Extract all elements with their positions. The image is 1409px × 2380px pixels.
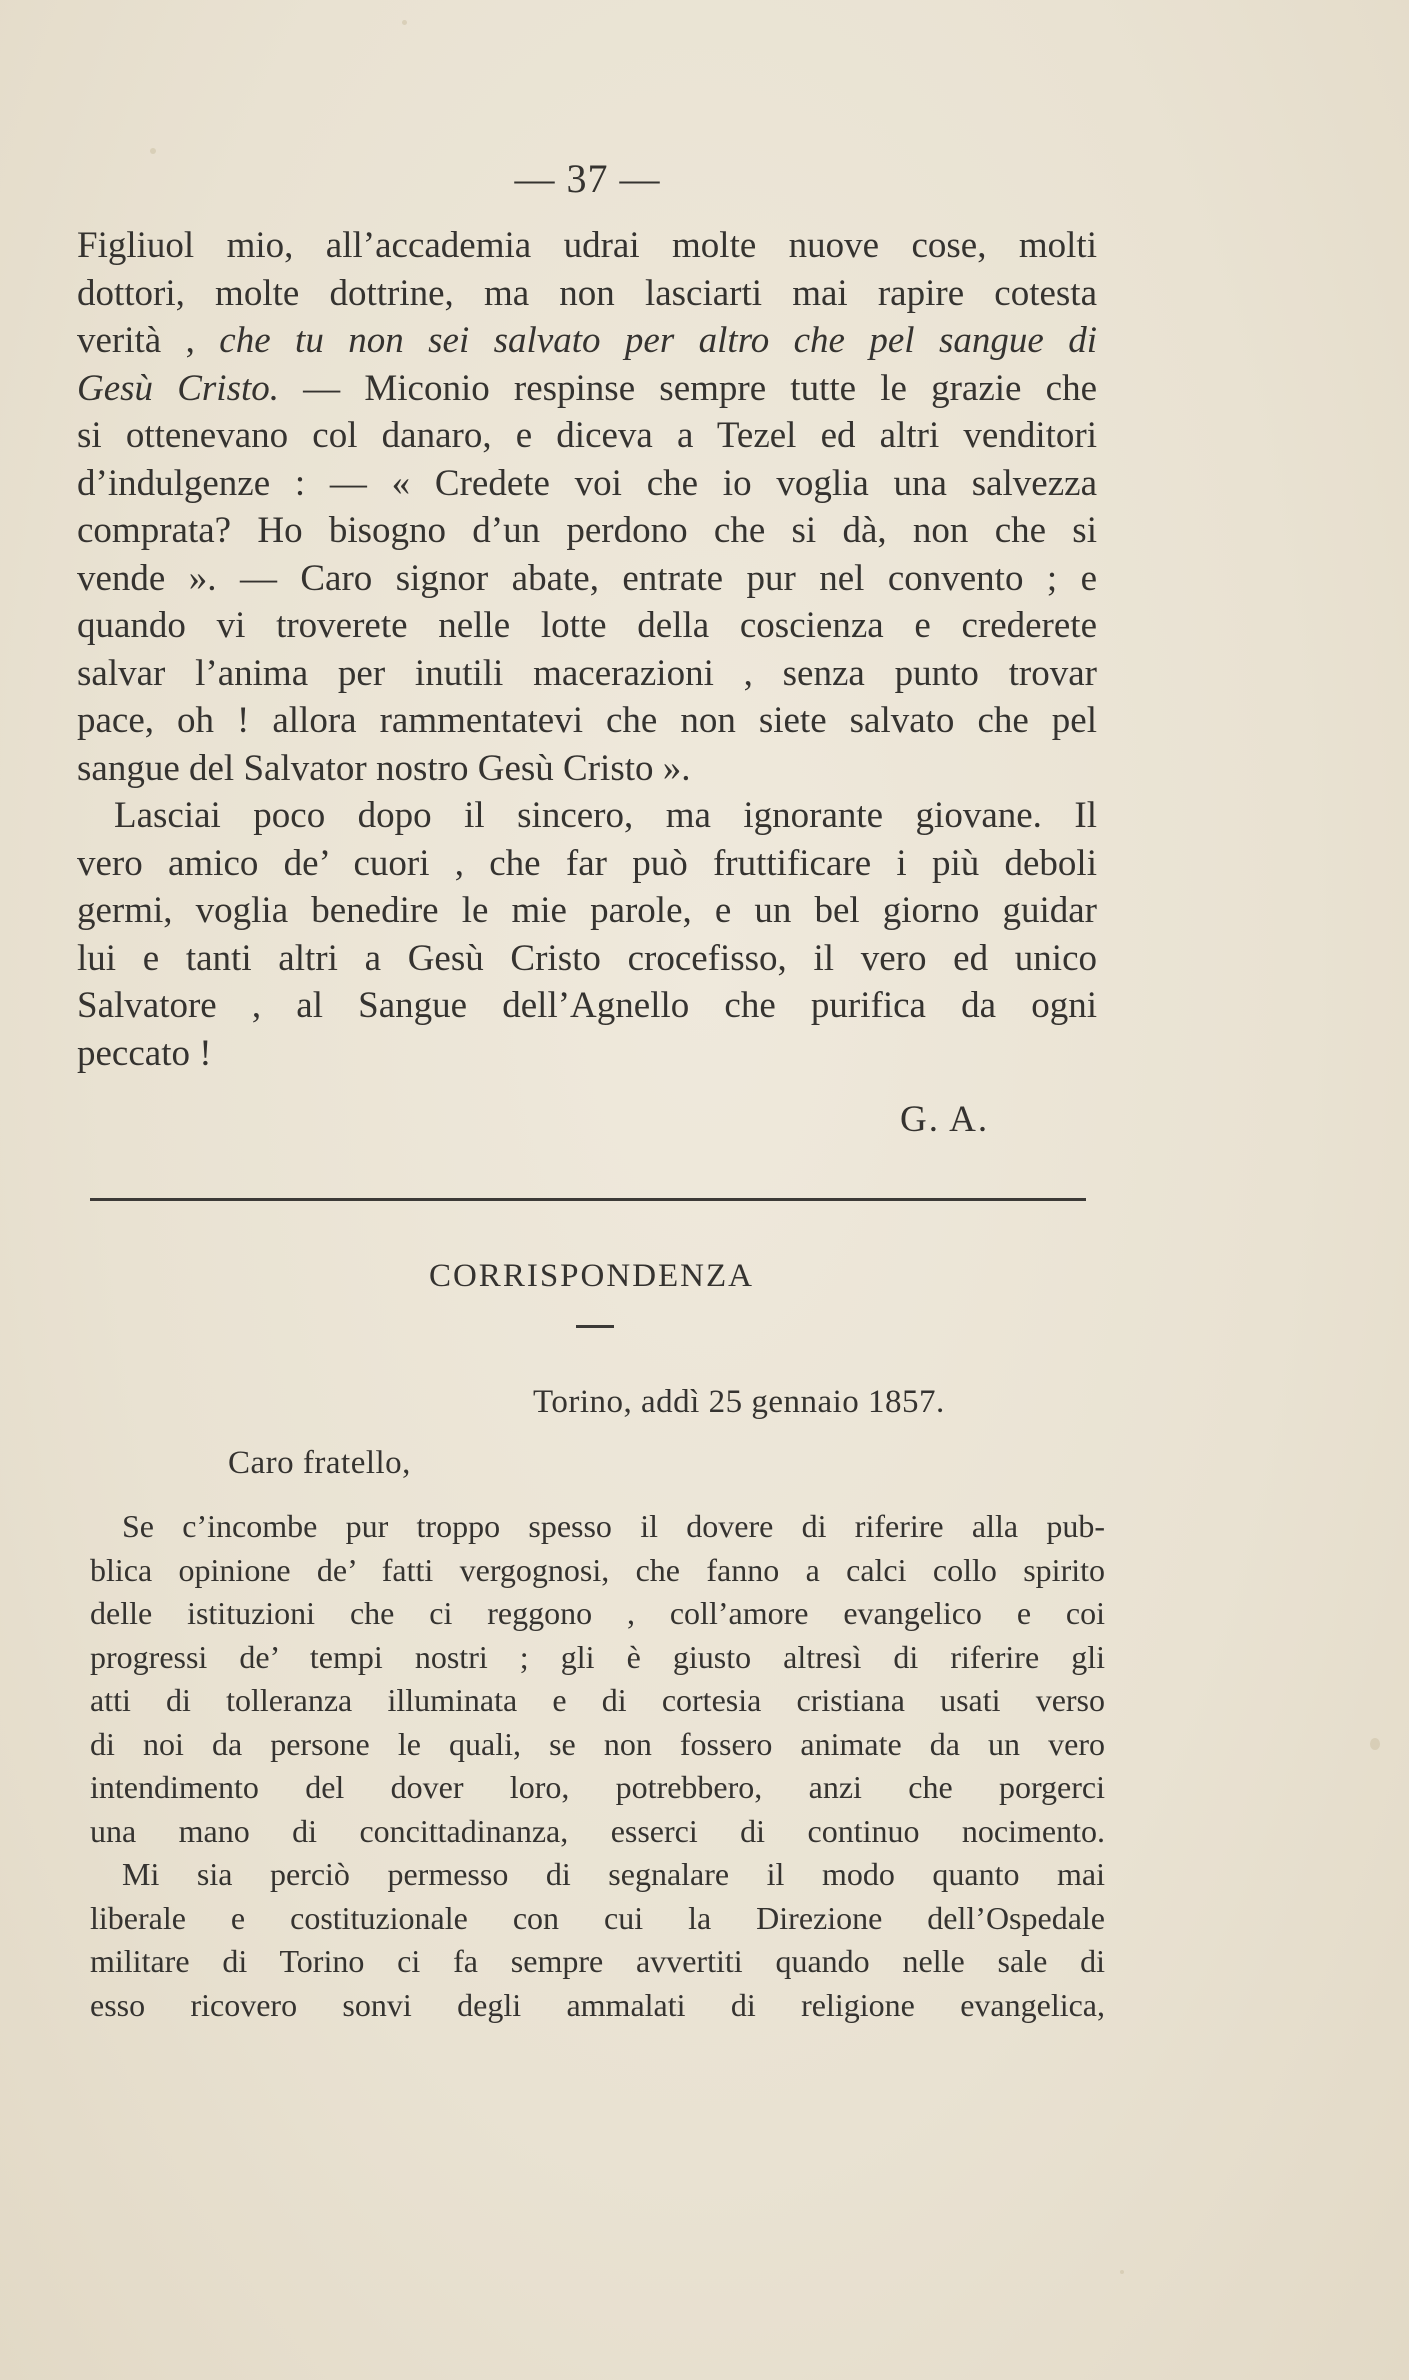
text-segment: germi, voglia benedire le mie parole, e un bel giorno guidar [77,890,1097,931]
text-line [77,507,1097,555]
letter-salutation: Caro fratello, [228,1445,411,1481]
text-line: blica opinione de’ fatti vergognosi, che fanno a calci collo spirito [90,1551,1105,1588]
text-segment: sangue del Salvator nostro Gesù Cristo ». [77,747,691,789]
text-segment: dottori, molte dottrine, ma non lasciarti mai rapire cotesta [77,272,1097,314]
text-line: progressi de’ tempi nostri ; gli è giusto altresì di riferire gli [90,1638,1105,1675]
text-line: delle istituzioni che ci reggono , coll’amore evangelico e coi [90,1595,1105,1631]
text-segment: peccato ! [77,1032,212,1074]
text-line [77,222,1097,270]
section-divider-rule [90,1198,1086,1201]
italic-text-segment: che tu non sei salvato per altro che pel sangue di [219,320,1097,361]
text-line [77,365,1097,413]
text-segment: Figliuol mio, all’accademia udrai molte nuove cose, molti [77,225,1097,266]
text-line [77,270,1097,318]
text-line: di noi da persone le quali, se non fossero animate da un vero [90,1725,1105,1762]
paper-speck [150,148,156,154]
text-line [77,697,1097,745]
text-line: Se c’incombe pur troppo spesso il dovere di riferire alla pub- [90,1508,1105,1544]
text-line [77,555,1097,603]
letter-dateline: Torino, addì 25 gennaio 1857. [533,1384,945,1420]
text-line [77,982,1097,1030]
text-line [77,650,1097,698]
text-line [77,1030,1097,1078]
letter-body-text [90,1505,1105,2027]
text-segment: — Miconio respinse sempre tutte le grazie che [279,367,1097,409]
text-line [77,412,1097,460]
title-dash [576,1325,614,1328]
text-line [77,602,1097,650]
paper-speck [1120,2270,1124,2274]
text-segment: lui e tanti altri a Gesù Cristo crocefisso, il vero ed unico [77,937,1097,979]
text-line: atti di tolleranza illuminata e di cortesia cristiana usati verso [90,1682,1105,1718]
text-line: Mi sia perciò permesso di segnalare il modo quanto mai [90,1856,1105,1892]
text-line [77,460,1097,508]
text-line [77,792,1097,840]
text-line: esso ricovero sonvi degli ammalati di religione evangelica, [90,1986,1105,2023]
text-line [77,935,1097,983]
text-segment: si ottenevano col danaro, e diceva a Tezel ed altri venditori [77,415,1097,456]
author-signature: G. A. [900,1099,990,1140]
text-segment: d’indulgenze : — « Credete voi che io voglia una salvezza [77,462,1097,504]
text-segment: vende ». — Caro signor abate, entrate pur nel convento ; e [77,557,1097,599]
paper-speck [402,20,407,25]
article-conclusion-text [77,222,1097,1077]
text-line [77,745,1097,793]
paper-speck [1370,1738,1380,1750]
text-line [77,887,1097,935]
text-segment: Salvatore , al Sangue dell’Agnello che purifica da ogni [77,985,1097,1026]
text-line: liberale e costituzionale con cui la Direzione dell’Ospedale [90,1899,1105,1936]
text-segment: quando vi troverete nelle lotte della coscienza e crederete [77,605,1097,646]
text-segment: comprata? Ho bisogno d’un perdono che si dà, non che si [77,510,1097,551]
text-segment: vero amico de’ cuori , che far può fruttificare i più deboli [77,842,1097,884]
text-line: intendimento del dover loro, potrebbero, anzi che porgerci [90,1769,1105,1805]
italic-text-segment: Gesù Cristo. [77,367,279,409]
text-segment: salvar l’anima per inutili macerazioni , senza punto trovar [77,652,1097,694]
page-number: — 37 — [514,156,661,201]
text-line [77,840,1097,888]
text-segment: pace, oh ! allora rammentatevi che non siete salvato che pel [77,700,1097,741]
text-line: una mano di concittadinanza, esserci di continuo nocimento. [90,1812,1105,1849]
text-line [77,317,1097,365]
text-line: militare di Torino ci fa sempre avvertiti quando nelle sale di [90,1943,1105,1979]
section-title: CORRISPONDENZA [428,1258,755,1294]
text-segment: verità , [77,320,220,361]
text-segment: Lasciai poco dopo il sincero, ma ignorante giovane. Il [77,795,1097,836]
